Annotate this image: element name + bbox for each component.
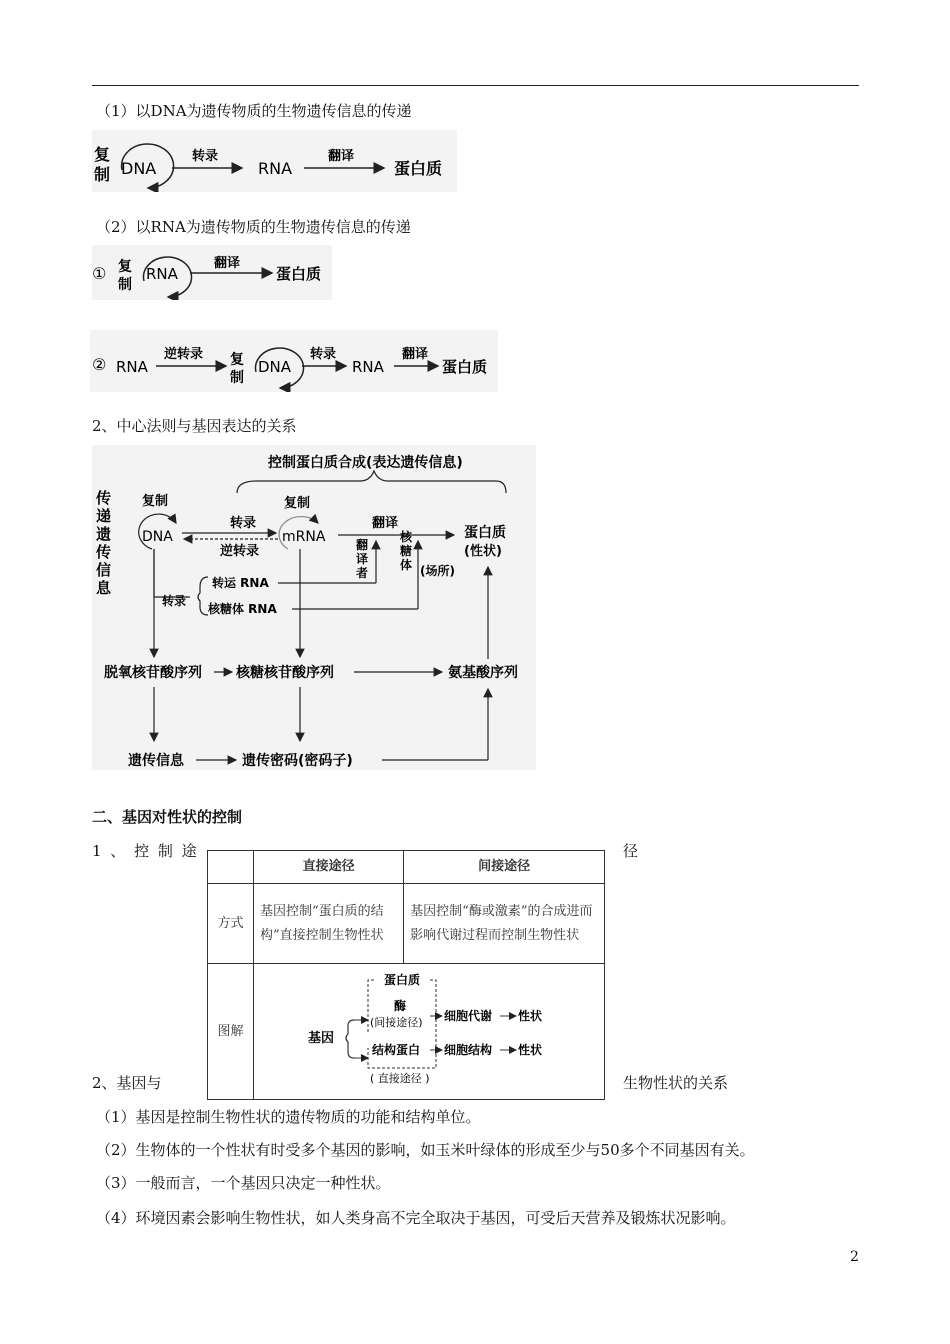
fig3-dbz: 蛋白质 <box>442 358 488 376</box>
fig4-seq2: 核糖核苷酸序列 <box>236 665 334 681</box>
paragraph-1: （1）基因是控制生物性状的遗传物质的功能和结构单位。 <box>96 1108 481 1126</box>
fig4-fyz-1: 译 <box>356 552 369 566</box>
fig1-dna: DNA <box>121 159 157 178</box>
fig4-nizhuanlu: 逆转录 <box>220 544 260 559</box>
paragraph-2: （2）生物体的一个性状有时受多个基因的影响，如玉米叶绿体的形成至少与50多个不同基因有关。 <box>96 1141 755 1159</box>
reverse-transcription-figure <box>90 330 498 392</box>
dg-jj: (间接途径) <box>370 1016 423 1029</box>
dg-dbz: 蛋白质 <box>384 973 421 987</box>
fig4-htt-0: 核 <box>400 530 413 544</box>
table-cell-indirect-method: 基因控制“酶或激素”的合成进而影响代谢过程而控制生物性状 <box>404 884 605 964</box>
fig4-b2: 遗传密码(密码子) <box>242 753 353 769</box>
text-line-2: （2）以RNA为遗传物质的生物遗传信息的传递 <box>96 218 411 236</box>
top-brace <box>237 471 506 493</box>
fig2-fu: 复 <box>118 259 132 275</box>
table-header-direct: 直接途径 <box>254 851 404 884</box>
fig3-rna1: RNA <box>116 358 148 376</box>
fig1-rna: RNA <box>258 159 293 178</box>
fig2-fanyi: 翻译 <box>214 256 241 271</box>
dg-brace <box>346 1020 354 1058</box>
table-row-label-method: 方式 <box>208 884 254 964</box>
rna-replication-figure <box>92 245 332 300</box>
text-line-5a: 2、基因与 <box>92 1074 162 1092</box>
dg-xbdx: 细胞代谢 <box>444 1009 493 1023</box>
paragraph-4: （4）环境因素会影响生物性状，如人类身高不完全取决于基因，可受后天营养及锻炼状况影响。 <box>96 1209 736 1227</box>
fig3-fanyi: 翻译 <box>402 347 429 362</box>
text-line-5b: 生物性状的关系 <box>623 1074 729 1092</box>
rna-replication-svg <box>92 245 332 300</box>
fig4-side-2: 遗 <box>96 525 112 543</box>
fig4-htt-1: 糖 <box>400 544 413 558</box>
dg-zj: ( 直接途径 ) <box>370 1072 430 1085</box>
fig4-small-brace <box>198 577 208 615</box>
fig1-zhuanlu: 转录 <box>192 149 219 164</box>
fig3-dna: DNA <box>258 358 292 376</box>
fig4-dbz: 蛋白质 <box>464 525 506 541</box>
gene-pathway-diagram <box>254 964 604 1090</box>
fig4-fanyi: 翻译 <box>372 516 399 531</box>
paragraph-3: （3）一般而言，一个基因只决定一种性状。 <box>96 1174 391 1192</box>
table-corner-cell <box>208 851 254 884</box>
fig3-num: ② <box>92 355 107 374</box>
dg-xbjg: 细胞结构 <box>444 1043 493 1057</box>
pathway-table <box>207 850 605 1090</box>
table-row-label-diagram: 图解 <box>208 964 254 1100</box>
fig4-side-1: 递 <box>96 507 112 525</box>
text-line-4b: 径 <box>623 842 639 860</box>
fig4-zhuanlu2: 转录 <box>162 594 187 608</box>
dna-flow-svg <box>92 130 457 192</box>
fig4-b1: 遗传信息 <box>128 753 184 769</box>
dg-jgdb: 结构蛋白 <box>372 1043 421 1057</box>
fig1-zhi: 制 <box>94 165 111 184</box>
page-number: 2 <box>850 1249 859 1265</box>
fig4-seq1: 脱氧核苷酸序列 <box>104 665 202 681</box>
fig4-side-0: 传 <box>96 489 112 507</box>
fig4-fuzhi2: 复制 <box>284 496 311 511</box>
dg-mei: 酶 <box>394 999 407 1013</box>
table-cell-direct-method: 基因控制“蛋白质的结构”直接控制生物性状 <box>254 884 404 964</box>
dg-xz2: 性状 <box>518 1043 543 1057</box>
central-dogma-figure <box>92 445 536 770</box>
pathway-table-grid <box>207 850 605 1100</box>
fig4-side-5: 息 <box>96 579 112 597</box>
fig2-zhi: 制 <box>118 277 132 293</box>
fig2-rna: RNA <box>146 265 178 283</box>
central-dogma-svg <box>92 445 536 770</box>
dg-xz1: 性状 <box>518 1009 543 1023</box>
fig4-fyz-2: 者 <box>356 566 369 580</box>
section-heading: 二、基因对性状的控制 <box>92 808 243 826</box>
fig3-nizhuanlu: 逆转录 <box>164 347 204 362</box>
fig1-fu: 复 <box>94 145 111 164</box>
fig4-seq3: 氨基酸序列 <box>448 665 518 681</box>
fig2-dbz: 蛋白质 <box>276 265 322 283</box>
text-line-3: 2、中心法则与基因表达的关系 <box>92 417 297 435</box>
fig4-trna: 转运 RNA <box>212 576 269 590</box>
fig4-zhuanlu: 转录 <box>230 516 257 531</box>
fig4-fuzhi1: 复制 <box>142 494 169 509</box>
dna-flow-figure <box>92 130 457 192</box>
fig3-fu: 复 <box>230 352 244 368</box>
fig4-xingzhuang: (性状) <box>464 544 502 559</box>
fig4-htt-2: 体 <box>400 558 413 572</box>
header-rule <box>92 85 859 86</box>
fig4-fyz-0: 翻 <box>356 538 369 552</box>
table-header-indirect: 间接途径 <box>404 851 605 884</box>
fig4-side-4: 信 <box>96 561 112 579</box>
fig4-dna: DNA <box>142 529 173 545</box>
text-line-1: （1）以DNA为遗传物质的生物遗传信息的传递 <box>96 102 412 120</box>
fig4-mrna: mRNA <box>282 529 326 545</box>
fig4-rrna: 核糖体 RNA <box>208 602 277 616</box>
dg-jiyin: 基因 <box>308 1031 335 1046</box>
fig1-fanyi: 翻译 <box>328 149 355 164</box>
fig3-zhuanlu: 转录 <box>310 347 337 362</box>
reverse-transcription-svg <box>90 330 498 392</box>
fig1-dbz: 蛋白质 <box>394 159 443 178</box>
fig3-zhi: 制 <box>230 370 244 386</box>
fig4-side-3: 传 <box>96 543 112 561</box>
table-cell-diagram <box>254 964 605 1100</box>
fig4-top: 控制蛋白质合成(表达遗传信息) <box>268 455 463 471</box>
fig2-num: ① <box>92 264 107 283</box>
fig3-rna2: RNA <box>352 358 384 376</box>
text-line-4a: 1 、 控 制 途 <box>92 842 197 860</box>
fig4-changsuo: (场所) <box>420 564 455 578</box>
